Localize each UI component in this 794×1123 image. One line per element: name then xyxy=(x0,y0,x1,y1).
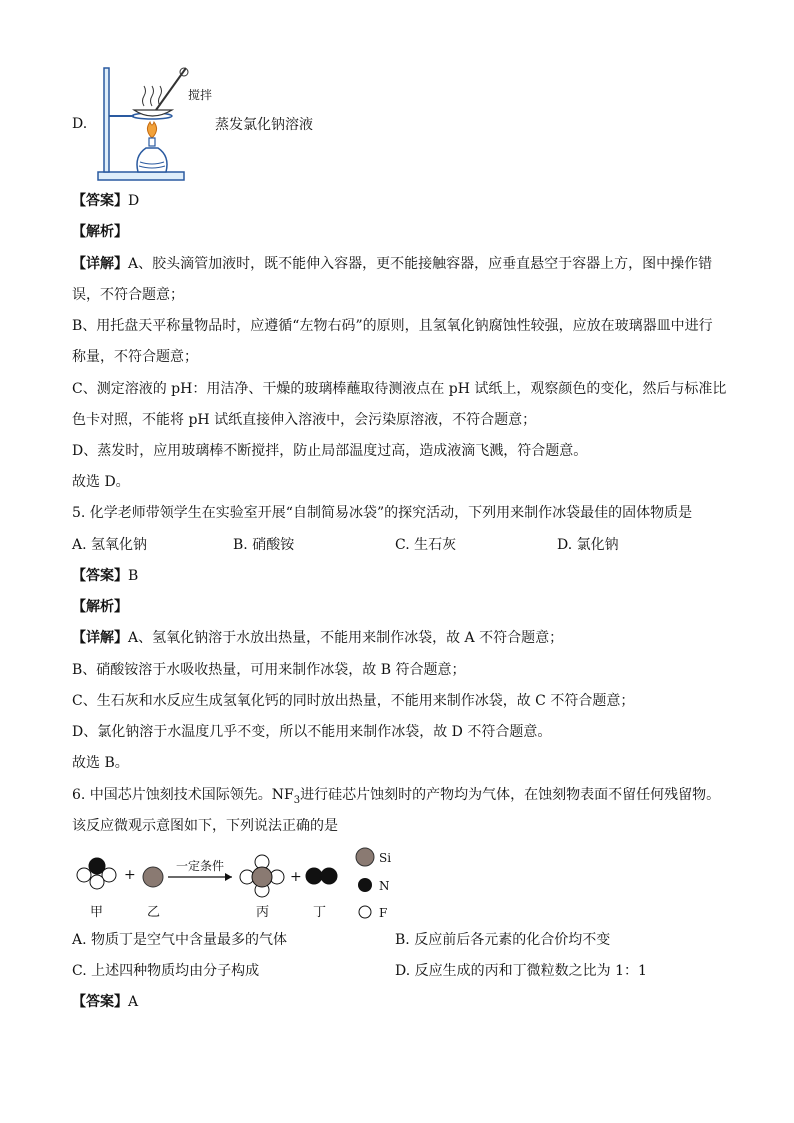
answer-value: B xyxy=(128,568,139,584)
label-ding: 丁 xyxy=(313,905,327,920)
q4-detail-line-3: B、用托盘天平称量物品时，应遵循“左物右码”的原则，且氢氧化钠腐蚀性较强，应放在玻璃器皿中进行 xyxy=(72,318,713,334)
q5-detail-line-4: D、氯化钠溶于水温度几乎不变，所以不能用来制作冰袋，故 D 不符合题意。 xyxy=(72,724,552,740)
legend-n-swatch xyxy=(358,878,372,892)
label-jia: 甲 xyxy=(90,905,104,920)
q4-detail-line-4: 称量，不符合题意； xyxy=(72,349,198,365)
answer-value: A xyxy=(128,994,139,1010)
q5-detail-line-3: C、生石灰和水反应生成氢氧化钙的同时放出热量，不能用来制作冰袋，故 C 不符合题意； xyxy=(72,693,635,709)
q6-option-d: D. 反应生成的丙和丁微粒数之比为 1：1 xyxy=(395,963,647,979)
q5-option-d: D. 氯化钠 xyxy=(557,537,619,553)
label-yi: 乙 xyxy=(147,905,161,920)
molecule-ding xyxy=(306,868,337,884)
reaction-condition: 一定条件 xyxy=(176,859,225,873)
q4-detail-line-7: D、蒸发时，应用玻璃棒不断搅拌，防止局部温度过高，造成液滴飞溅，符合题意。 xyxy=(72,443,588,459)
legend-si-label: Si xyxy=(379,851,392,865)
q6-option-a: A. 物质丁是空气中含量最多的气体 xyxy=(72,932,288,948)
q5-answer xyxy=(72,566,138,586)
q5-detail-line-1: 【详解】A、氢氧化钠溶于水放出热量，不能用来制作冰袋，故 A 不符合题意； xyxy=(72,630,564,646)
reaction-micro-diagram xyxy=(72,846,402,922)
answer-value: D xyxy=(128,193,140,209)
q4-detail-line-8: 故选 D。 xyxy=(72,474,130,490)
q4-detail-line-1: 【详解】A、胶头滴管加液时，既不能伸入容器，更不能接触容器，应垂直悬空于容器上方，图中操作错 xyxy=(72,256,713,272)
q5-option-b: B. 硝酸铵 xyxy=(233,537,295,553)
q5-option-a: A. 氢氧化钠 xyxy=(72,537,148,553)
q6-stem-line-2: 该反应微观示意图如下，下列说法正确的是 xyxy=(72,818,338,834)
legend-f-swatch xyxy=(359,906,371,918)
q4-detail-line-2: 误，不符合题意； xyxy=(72,287,184,303)
q4-analysis-tag: 【解析】 xyxy=(72,224,128,240)
detail-tag: 【详解】 xyxy=(72,256,128,272)
legend-n-label: N xyxy=(379,879,390,893)
label-bing: 丙 xyxy=(256,905,270,920)
answer-tag: 【答案】 xyxy=(72,193,128,209)
q5-option-c: C. 生石灰 xyxy=(395,537,457,553)
q4-detail-line-5: C、测定溶液的 pH：用洁净、干燥的玻璃棒蘸取待测液点在 pH 试纸上，观察颜色的变化，然后与标准比 xyxy=(72,381,727,397)
q5-stem: 5. 化学老师带领学生在实验室开展“自制简易冰袋”的探究活动，下列用来制作冰袋最佳的固体物质是 xyxy=(72,505,693,521)
q5-detail-line-5: 故选 B。 xyxy=(72,755,129,771)
q6-answer xyxy=(72,992,138,1012)
answer-tag: 【答案】 xyxy=(72,568,128,584)
q6-stem-line-1: 6. 中国芯片蚀刻技术国际领先。$NF_3$进行硅芯片蚀刻时的产物均为气体，在蚀刻物表面不留任何残留物。 xyxy=(72,787,721,806)
q4-detail-line-6: 色卡对照，不能将 pH 试纸直接伸入溶液中，会污染原溶液，不符合题意； xyxy=(72,412,537,428)
molecule-bing xyxy=(240,855,284,897)
legend-f-label: F xyxy=(379,906,388,920)
molecule-jia xyxy=(77,858,116,889)
plus-sign: + xyxy=(124,867,136,883)
q6-option-b: B. 反应前后各元素的化合价均不变 xyxy=(395,932,611,948)
q5-analysis-tag: 【解析】 xyxy=(72,599,128,615)
q6-option-c: C. 上述四种物质均由分子构成 xyxy=(72,963,260,979)
answer-tag: 【答案】 xyxy=(72,994,128,1010)
plus-sign: + xyxy=(290,869,302,885)
q5-detail-line-2: B、硝酸铵溶于水吸收热量，可用来制作冰袋，故 B 符合题意； xyxy=(72,662,466,678)
detail-tag: 【详解】 xyxy=(72,630,128,646)
q4-answer xyxy=(72,191,139,211)
molecule-yi xyxy=(143,867,163,887)
evaporation-apparatus-figure xyxy=(94,62,198,184)
legend-si-swatch xyxy=(356,848,374,866)
q4-option-d-caption: 蒸发氯化钠溶液 xyxy=(215,117,313,133)
stir-label: 搅拌 xyxy=(188,88,213,102)
q4-option-d-letter: D. xyxy=(72,116,88,132)
